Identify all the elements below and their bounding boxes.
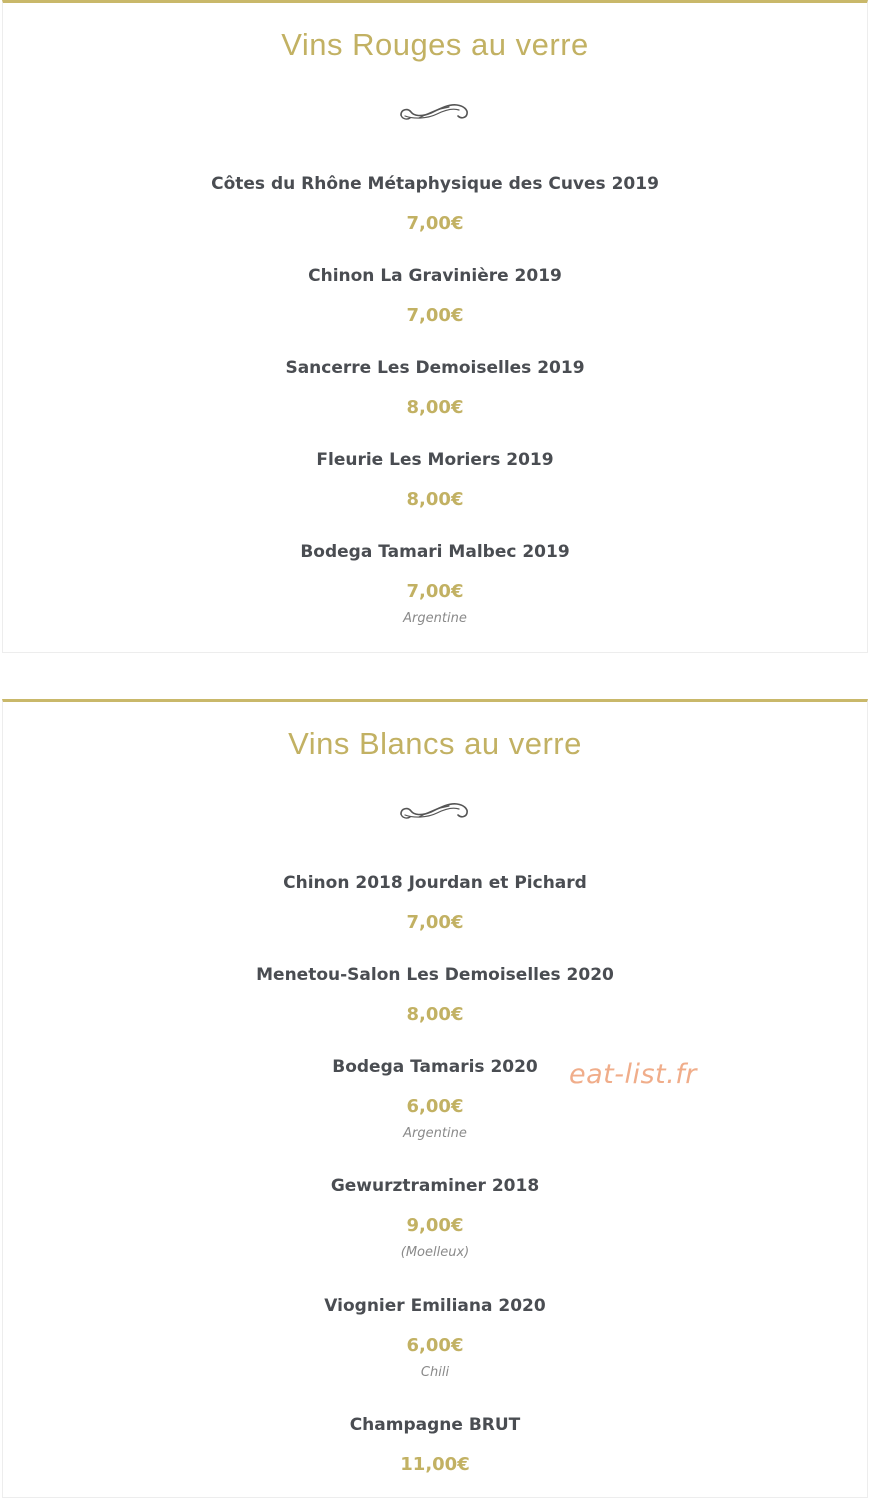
item-name: Côtes du Rhône Métaphysique des Cuves 2019 [211, 174, 659, 194]
red-wines-card [2, 0, 868, 653]
menu-item [3, 871, 867, 935]
item-name: Gewurztraminer 2018 [330, 1176, 540, 1196]
menu-item [3, 963, 867, 1027]
section-title: Vins Blancs au verre [288, 726, 582, 761]
watermark: eat-list.fr [569, 1059, 697, 1090]
item-name: Chinon La Gravinière 2019 [308, 266, 562, 286]
menu-item [3, 356, 867, 420]
menu-item [3, 540, 867, 628]
item-price: 9,00€ [406, 1215, 464, 1236]
item-price: 6,00€ [406, 1335, 464, 1356]
item-name: Viognier Emiliana 2020 [324, 1296, 546, 1316]
item-name: Menetou-Salon Les Demoiselles 2020 [256, 965, 614, 985]
item-price: 7,00€ [406, 305, 464, 326]
section-title: Vins Rouges au verre [281, 27, 589, 62]
menu-item [3, 172, 867, 236]
item-price: 7,00€ [406, 213, 464, 234]
item-note: (Moelleux) [400, 1245, 470, 1260]
item-name: Fleurie Les Moriers 2019 [316, 450, 554, 470]
item-name: Champagne BRUT [349, 1415, 521, 1435]
item-price: 7,00€ [406, 912, 464, 933]
ornamental-flourish-icon [397, 99, 473, 125]
menu-item [3, 448, 867, 512]
item-origin: Argentine [403, 611, 467, 626]
menu-item [3, 1055, 867, 1143]
item-price: 7,00€ [406, 581, 464, 602]
item-price: 8,00€ [406, 397, 464, 418]
item-origin: Chili [420, 1365, 450, 1380]
item-price: 6,00€ [406, 1096, 464, 1117]
menu-item [3, 1174, 867, 1262]
item-price: 11,00€ [400, 1454, 470, 1475]
menu-item [3, 1413, 867, 1477]
ornamental-flourish-icon [397, 798, 473, 824]
item-name: Chinon 2018 Jourdan et Pichard [283, 873, 587, 893]
item-name: Sancerre Les Demoiselles 2019 [285, 358, 585, 378]
item-name: Bodega Tamari Malbec 2019 [300, 542, 570, 562]
menu-item [3, 264, 867, 328]
item-name: Bodega Tamaris 2020 [332, 1057, 538, 1077]
menu-item [3, 1294, 867, 1382]
item-origin: Argentine [403, 1126, 467, 1141]
item-price: 8,00€ [406, 1004, 464, 1025]
white-wines-card [2, 699, 868, 1498]
item-price: 8,00€ [406, 489, 464, 510]
